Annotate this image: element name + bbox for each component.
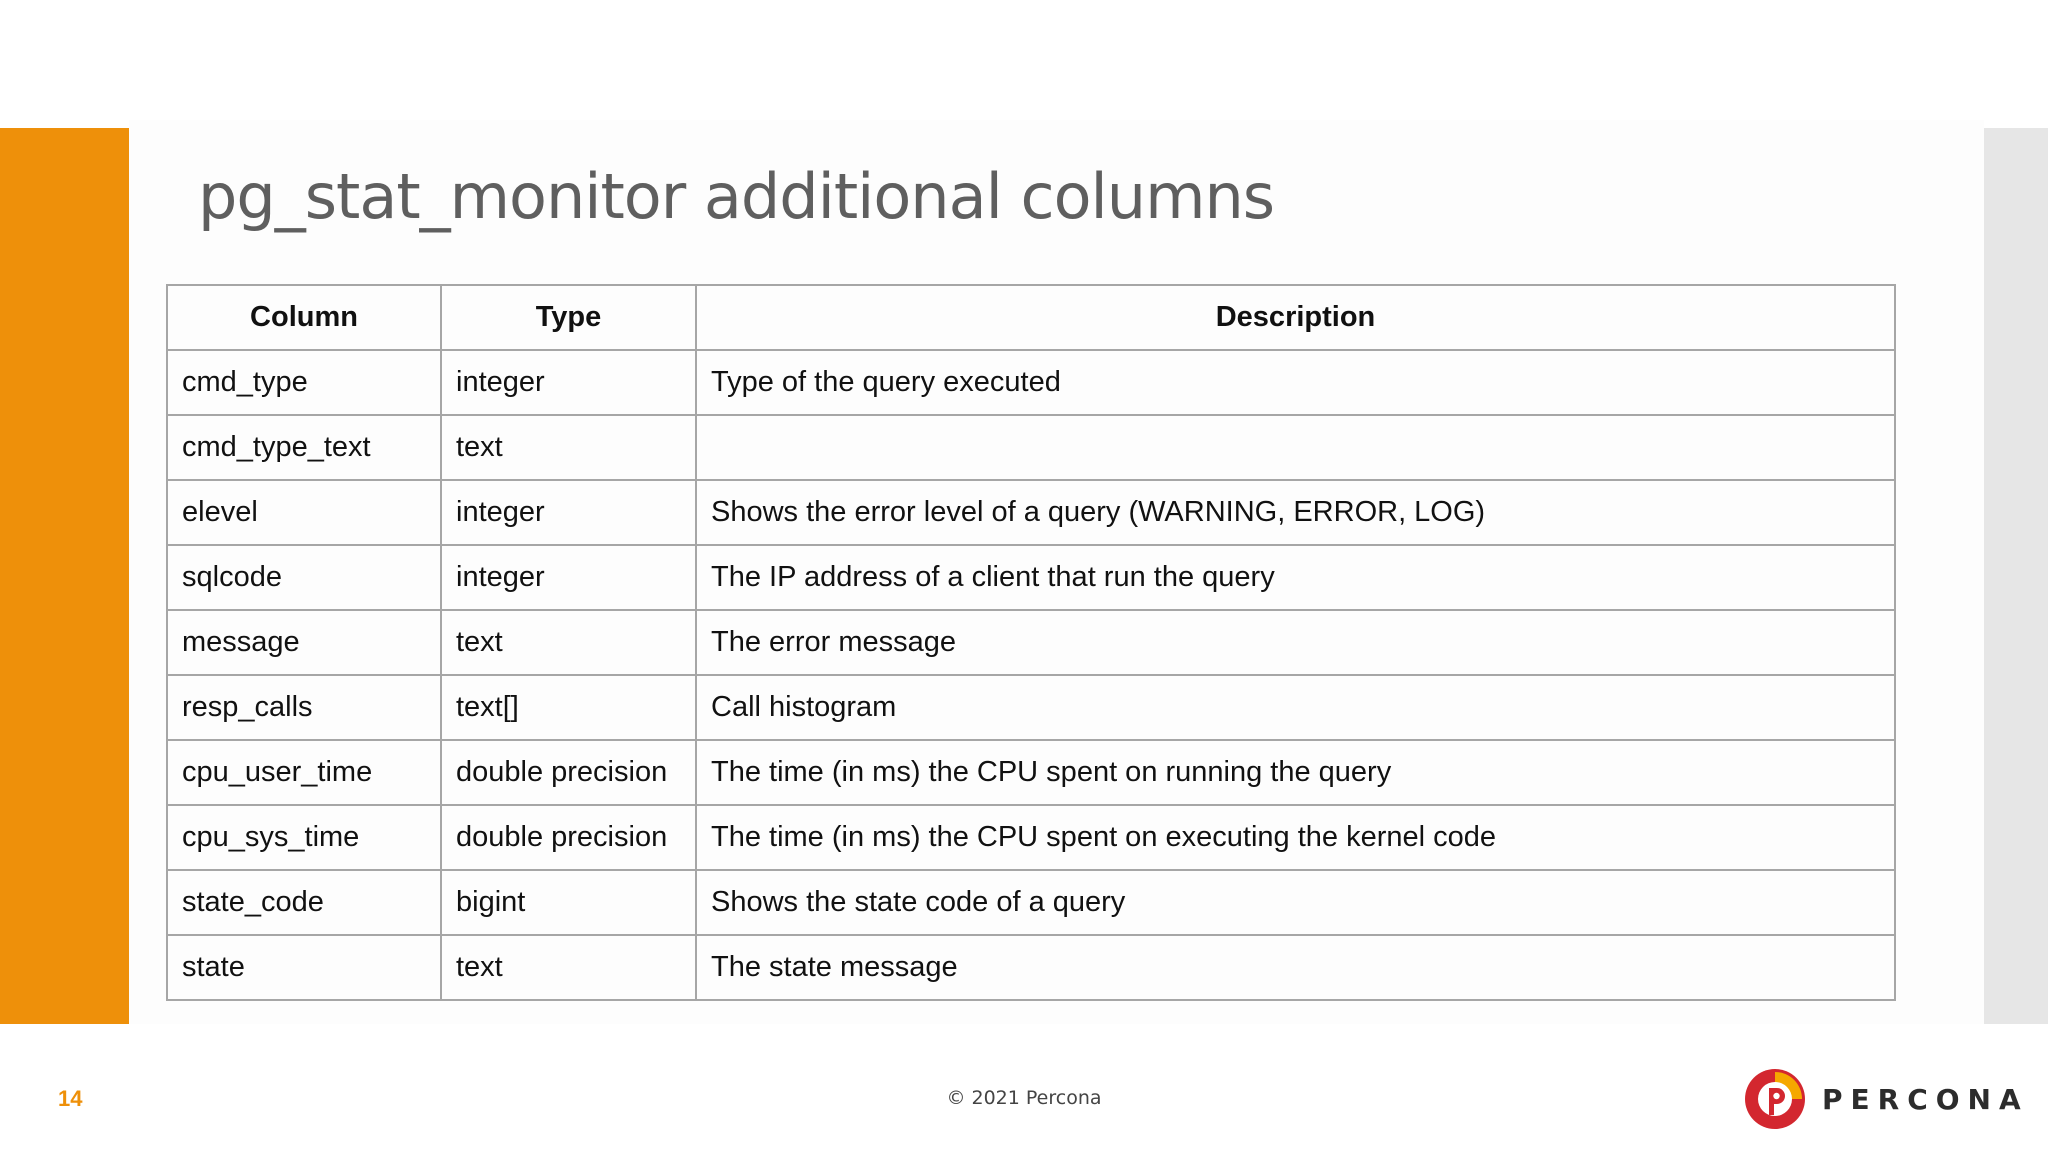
- table-row: [167, 675, 1895, 740]
- cell-column: cmd_type: [167, 350, 441, 415]
- table-row: [167, 870, 1895, 935]
- header-type: Type: [441, 285, 696, 350]
- table-header-row: [167, 285, 1895, 350]
- cell-type: integer: [441, 350, 696, 415]
- accent-bar: [0, 128, 129, 1024]
- cell-description: The time (in ms) the CPU spent on executing the kernel code: [696, 805, 1895, 870]
- cell-type: text: [441, 415, 696, 480]
- cell-type: integer: [441, 545, 696, 610]
- cell-column: cpu_user_time: [167, 740, 441, 805]
- table-row: [167, 415, 1895, 480]
- cell-type: text[]: [441, 675, 696, 740]
- side-bar: [1984, 128, 2048, 1024]
- header-column: Column: [167, 285, 441, 350]
- header-description: Description: [696, 285, 1895, 350]
- logo-text: PERCONA: [1822, 1082, 2029, 1116]
- cell-column: cpu_sys_time: [167, 805, 441, 870]
- table-row: [167, 935, 1895, 1000]
- columns-table: [166, 284, 1896, 1001]
- cell-description: The time (in ms) the CPU spent on running the query: [696, 740, 1895, 805]
- page-number: 14: [58, 1086, 83, 1111]
- cell-column: elevel: [167, 480, 441, 545]
- slide-title: pg_stat_monitor additional columns: [198, 160, 1275, 233]
- cell-column: state: [167, 935, 441, 1000]
- cell-type: text: [441, 610, 696, 675]
- cell-column: resp_calls: [167, 675, 441, 740]
- cell-column: cmd_type_text: [167, 415, 441, 480]
- cell-description: Call histogram: [696, 675, 1895, 740]
- cell-column: sqlcode: [167, 545, 441, 610]
- copyright: © 2021 Percona: [946, 1087, 1102, 1109]
- cell-description: The error message: [696, 610, 1895, 675]
- percona-logo-icon: [1744, 1068, 1806, 1130]
- table-row: [167, 740, 1895, 805]
- table-row: [167, 480, 1895, 545]
- table-row: [167, 350, 1895, 415]
- cell-description: The IP address of a client that run the query: [696, 545, 1895, 610]
- cell-type: double precision: [441, 740, 696, 805]
- cell-type: integer: [441, 480, 696, 545]
- cell-description: Shows the error level of a query (WARNING, ERROR, LOG): [696, 480, 1895, 545]
- cell-description: Shows the state code of a query: [696, 870, 1895, 935]
- cell-description: The state message: [696, 935, 1895, 1000]
- table-row: [167, 805, 1895, 870]
- cell-type: double precision: [441, 805, 696, 870]
- cell-description: Type of the query executed: [696, 350, 1895, 415]
- table-row: [167, 545, 1895, 610]
- cell-type: bigint: [441, 870, 696, 935]
- cell-column: message: [167, 610, 441, 675]
- percona-logo: [1744, 1068, 2029, 1130]
- cell-type: text: [441, 935, 696, 1000]
- table-row: [167, 610, 1895, 675]
- cell-description: [696, 415, 1895, 480]
- cell-column: state_code: [167, 870, 441, 935]
